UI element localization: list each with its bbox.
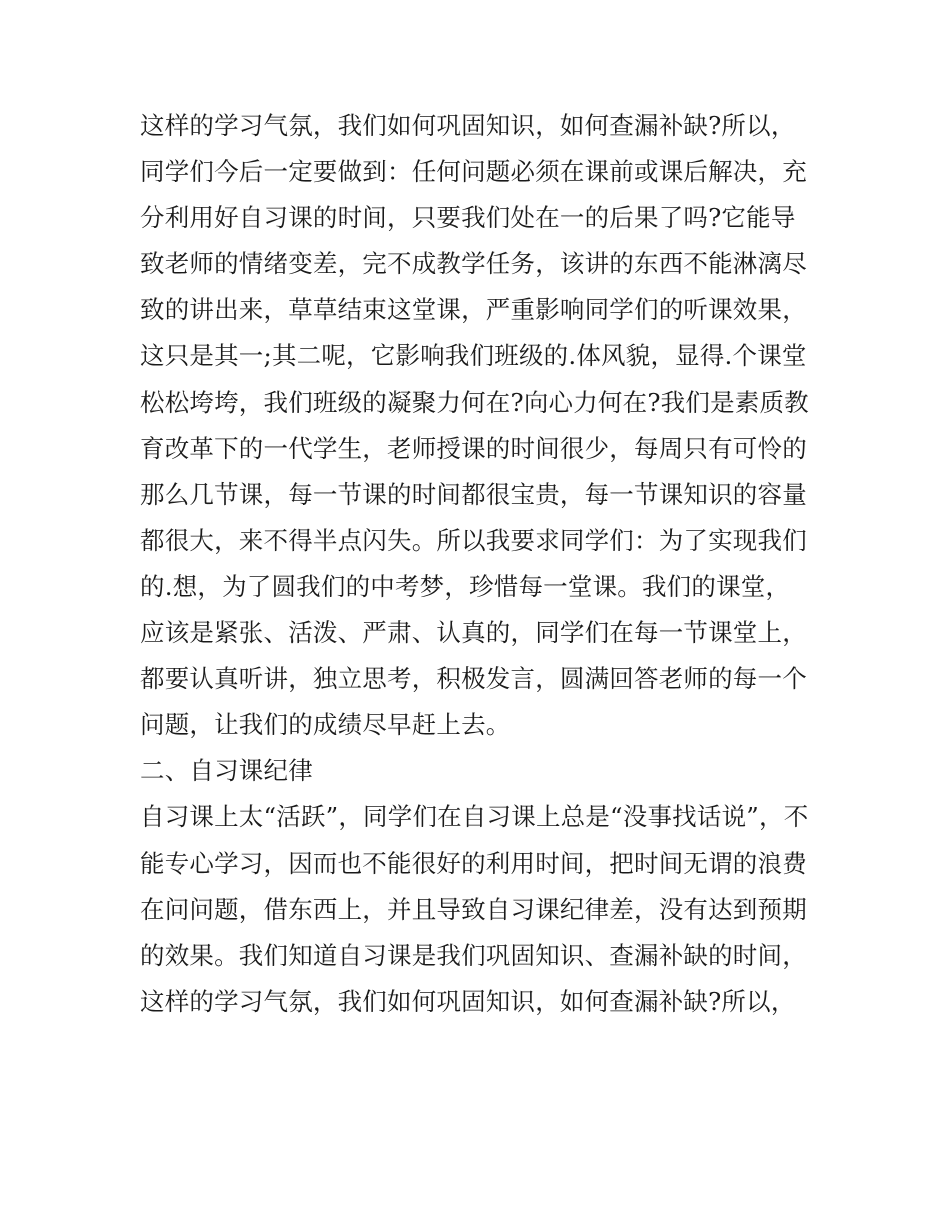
text-line: 同学们今后一定要做到：任何问题必须在课前或课后解决，充 xyxy=(140,157,807,187)
text-line: 都要认真听讲，独立思考，积极发言，圆满回答老师的每一个 xyxy=(140,664,807,694)
text-line: 这样的学习气氛，我们如何巩固知识，如何查漏补缺?所以， xyxy=(140,111,796,140)
section-heading: 二、自习课纪律 xyxy=(140,756,313,786)
text-line: 问题，让我们的成绩尽早赶上去。 xyxy=(140,710,511,740)
text-line: 应该是紧张、活泼、严肃、认真的，同学们在每一节课堂上， xyxy=(140,618,807,648)
text-line: 的.想，为了圆我们的中考梦，珍惜每一堂课。我们的课堂， xyxy=(140,571,791,601)
text-line: 的效果。我们知道自习课是我们巩固知识、查漏补缺的时间， xyxy=(140,940,807,970)
body-text xyxy=(140,103,820,1025)
text-line: 这只是其一;其二呢，它影响我们班级的.体风貌，显得.个课堂 xyxy=(140,341,807,371)
text-line: 自习课上太“活跃”，同学们在自习课上总是“没事找话说”，不 xyxy=(140,802,809,832)
text-line: 致老师的情绪变差，完不成教学任务，该讲的东西不能淋漓尽 xyxy=(140,249,807,279)
text-line: 松松垮垮，我们班级的凝聚力何在?向心力何在?我们是素质教 xyxy=(140,387,809,417)
text-line: 育改革下的一代学生，老师授课的时间很少，每周只有可怜的 xyxy=(140,433,807,463)
text-line: 那么几节课，每一节课的时间都很宝贵，每一节课知识的容量 xyxy=(140,479,807,509)
text-line: 致的讲出来，草草结束这堂课，严重影响同学们的听课效果， xyxy=(140,295,807,325)
text-line: 在问问题，借东西上，并且导致自习课纪律差，没有达到预期 xyxy=(140,894,807,924)
text-line: 能专心学习，因而也不能很好的利用时间，把时间无谓的浪费 xyxy=(140,848,807,878)
text-line: 分利用好自习课的时间，只要我们处在一的后果了吗?它能导 xyxy=(140,203,796,233)
text-line: 这样的学习气氛，我们如何巩固知识，如何查漏补缺?所以， xyxy=(140,986,796,1016)
text-line: 都很大，来不得半点闪失。所以我要求同学们：为了实现我们 xyxy=(140,525,807,555)
